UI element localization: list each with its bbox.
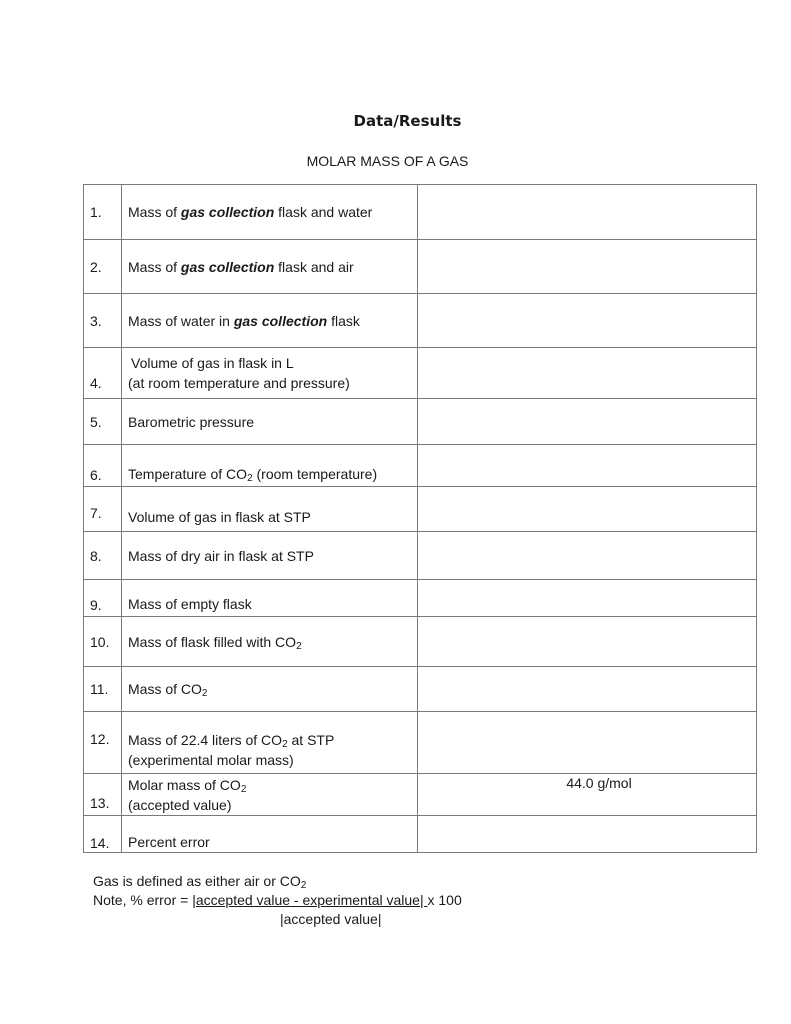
formula-multiplier: x 100 — [427, 892, 462, 908]
value-cell[interactable] — [418, 294, 757, 348]
value-cell[interactable] — [418, 617, 757, 667]
table-row — [84, 294, 757, 348]
table-row — [84, 348, 757, 399]
row-number: 14. — [84, 816, 122, 853]
row-label: Temperature of $CO_2$ (room temperature) — [122, 445, 418, 487]
row-number: 4. — [84, 348, 122, 399]
table-row — [84, 240, 757, 294]
table-row — [84, 399, 757, 445]
row-number: 3. — [84, 294, 122, 348]
table-row — [84, 667, 757, 712]
row-number: 5. — [84, 399, 122, 445]
value-cell[interactable] — [418, 712, 757, 774]
table-row — [84, 445, 757, 487]
row-number: 11. — [84, 667, 122, 712]
page-heading: Data/Results — [353, 112, 462, 130]
table-row — [84, 185, 757, 240]
row-number: 2. — [84, 240, 122, 294]
table-row — [84, 580, 757, 617]
row-label: Mass of $CO_2$ — [122, 667, 418, 712]
table-row — [84, 712, 757, 774]
table-row — [84, 532, 757, 580]
results-table — [83, 184, 757, 853]
row-label: Molar mass of $CO_2$ (accepted value) — [122, 774, 418, 816]
percent-error-formula: Note, % error = |accepted value - experimental value| x 100 — [93, 892, 462, 908]
row-number: 9. — [84, 580, 122, 617]
row-label: Mass of dry air in flask at STP — [122, 532, 418, 580]
row-number: 10. — [84, 617, 122, 667]
value-cell[interactable] — [418, 399, 757, 445]
row-number: 13. — [84, 774, 122, 816]
row-number: 7. — [84, 487, 122, 532]
row-number: 8. — [84, 532, 122, 580]
table-row — [84, 774, 757, 816]
formula-numerator: |accepted value - experimental value| — [192, 892, 428, 908]
value-cell[interactable]: 44.0 g/mol — [418, 774, 757, 816]
formula-denominator: |accepted value| — [280, 911, 382, 927]
value-cell[interactable] — [418, 185, 757, 240]
row-label: Volume of gas in flask at STP — [122, 487, 418, 532]
table-row — [84, 617, 757, 667]
row-label: Mass of flask filled with $CO_2$ — [122, 617, 418, 667]
row-label: Barometric pressure — [122, 399, 418, 445]
value-cell[interactable] — [418, 667, 757, 712]
table-row — [84, 487, 757, 532]
value-cell[interactable] — [418, 532, 757, 580]
row-label: Mass of water in gas collection flask — [122, 294, 418, 348]
row-label: Percent error — [122, 816, 418, 853]
row-number: 6. — [84, 445, 122, 487]
row-label: Mass of empty flask — [122, 580, 418, 617]
value-cell[interactable] — [418, 445, 757, 487]
row-label: Volume of gas in flask in L (at room temperature and pressure) — [122, 348, 418, 399]
row-label: Mass of gas collection flask and air — [122, 240, 418, 294]
row-number: 1. — [84, 185, 122, 240]
value-cell[interactable] — [418, 816, 757, 853]
value-cell[interactable] — [418, 348, 757, 399]
row-label: Mass of gas collection flask and water — [122, 185, 418, 240]
value-cell[interactable] — [418, 487, 757, 532]
row-label: Mass of 22.4 liters of $CO_2$ at STP (experimental molar mass) — [122, 712, 418, 774]
table-title: MOLAR MASS OF A GAS — [306, 153, 469, 169]
row-number: 12. — [84, 712, 122, 774]
table-row — [84, 816, 757, 853]
value-cell[interactable] — [418, 240, 757, 294]
value-cell[interactable] — [418, 580, 757, 617]
gas-definition: Gas is defined as either air or $CO_2$ — [93, 873, 307, 891]
notes-section — [93, 872, 462, 927]
